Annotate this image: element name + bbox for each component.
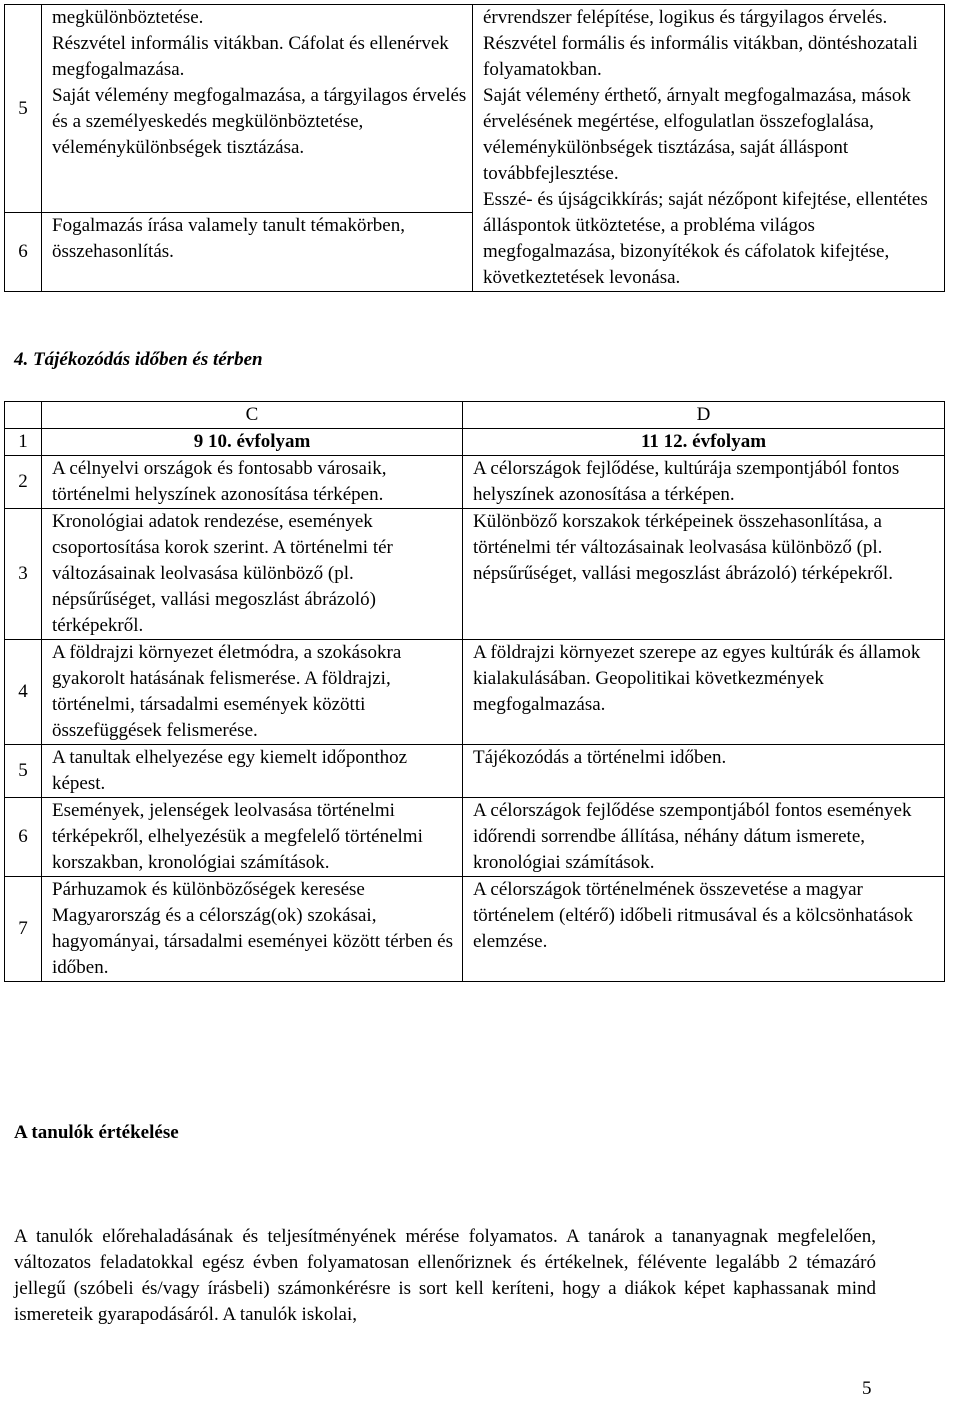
cell-grade-c: [42, 213, 473, 292]
cell-grade-c: [42, 5, 473, 213]
cell-text: Saját vélemény érthető, árnyalt megfogalmazása, mások érvelésének megértése, elfogulatlan összefoglalása, véleménykülönbségek tisztázása, saját álláspont továbbfejlesztése.: [483, 85, 911, 184]
row-number: 1: [5, 429, 42, 456]
cell-text: Esszé- és újságcikkírás; saját nézőpont kifejtése, ellentétes álláspontok ütköztetése, a probléma világos megfogalmazása, bizonyítékok és cáfolatok kifejtése, következtetések levonása.: [483, 189, 928, 288]
table-row: [5, 640, 945, 745]
cell-grade-c: Kronológiai adatok rendezése, események csoportosítása korok szerint. A történelmi tér változásainak leolvasása különböző (pl. népsűrűséget, vallási megoszlást ábrázoló) térképekről.: [42, 509, 463, 640]
cell-grade-d: A célországok történelmének összevetése a magyar történelem (eltérő) időbeli ritmusával és a kölcsönhatások elemzése.: [463, 877, 945, 982]
row-number: 5: [5, 5, 42, 213]
table-row: [5, 509, 945, 640]
cell-grade-c: Párhuzamok és különbözőségek keresése Magyarország és a célország(ok) szokásai, hagyományai, társadalmi eseményei között térben és időben.: [42, 877, 463, 982]
cell-grade-c: A földrajzi környezet életmódra, a szokásokra gyakorolt hatásának felismerése. A földrajzi, történelmi, társadalmi események közötti összefüggések felismerése.: [42, 640, 463, 745]
column-header-row: [5, 402, 945, 429]
cell-grade-c: A célnyelvi országok és fontosabb városaik, történelmi helyszínek azonosítása térképen.: [42, 456, 463, 509]
cell-grade-d: Tájékozódás a történelmi időben.: [463, 745, 945, 798]
cell-grade-d: A célországok fejlődése szempontjából fontos események időrendi sorrendbe állítása, néhány dátum ismerete, kronológiai számítások.: [463, 798, 945, 877]
row-number: 4: [5, 640, 42, 745]
corner-cell: [5, 402, 42, 429]
column-header-c: C: [42, 402, 463, 429]
cell-grade-d: A célországok fejlődése, kultúrája szempontjából fontos helyszínek azonosítása a térképen.: [463, 456, 945, 509]
row-number: 6: [5, 798, 42, 877]
table-row: [5, 745, 945, 798]
cell-text: érvrendszer felépítése, logikus és tárgyilagos érvelés. Részvétel formális és informális vitákban, döntéshozatali folyamatokban.: [483, 7, 918, 80]
column-header-d: D: [463, 402, 945, 429]
row-number: 3: [5, 509, 42, 640]
page-number: 5: [862, 1378, 872, 1399]
orientation-table: [4, 401, 945, 982]
cell-text: megkülönböztetése.: [52, 7, 204, 28]
cell-grade-d: A földrajzi környezet szerepe az egyes kultúrák és államok kialakulásában. Geopolitikai következmények megfogalmazása.: [463, 640, 945, 745]
assessment-paragraph: A tanulók előrehaladásának és teljesítményének mérése folyamatos. A tanárok a tananyagnak megfelelően, változatos feladatokkal egész évben folyamatosan ellenőriznek és értékelnek, félévente legalább 2 témazáró jellegű (szóbeli és/vagy írásbeli) számonkérésre is sort kell keríteni, hogy a diákok képet kaphassanak mind ismereteik gyarapodásáról. A tanulók iskolai,: [14, 1226, 876, 1325]
row-number: 6: [5, 213, 42, 292]
grade-header-row: [5, 429, 945, 456]
table-row: [5, 798, 945, 877]
assessment-title: A tanulók értékelése: [14, 1122, 179, 1143]
cell-text: Részvétel informális vitákban. Cáfolat és ellenérvek megfogalmazása.: [52, 33, 449, 80]
cell-grade-d: Különböző korszakok térképeinek összehasonlítása, a történelmi tér változásainak leolvasása különböző (pl. népsűrűséget, vallási megoszlást ábrázoló) térképekről.: [463, 509, 945, 640]
cell-grade-d: [473, 5, 945, 292]
cell-text: Saját vélemény megfogalmazása, a tárgyilagos érvelés és a személyeskedés megkülönböztetése, véleménykülönbségek tisztázása.: [52, 85, 467, 158]
table-row: [5, 5, 945, 213]
table-row: [5, 456, 945, 509]
cell-grade-c: Események, jelenségek leolvasása történelmi térképekről, elhelyezésük a megfelelő történelmi korszakban, kronológiai számítások.: [42, 798, 463, 877]
cell-grade-c: A tanultak elhelyezése egy kiemelt időponthoz képest.: [42, 745, 463, 798]
row-number: 7: [5, 877, 42, 982]
table-row: [5, 877, 945, 982]
grade-label-d: 11 12. évfolyam: [463, 429, 945, 456]
row-number: 2: [5, 456, 42, 509]
row-number: 5: [5, 745, 42, 798]
grade-label-c: 9 10. évfolyam: [42, 429, 463, 456]
cell-text: Fogalmazás írása valamely tanult témakörben, összehasonlítás.: [52, 215, 405, 262]
competency-table-continued: [4, 4, 945, 292]
section-title: 4. Tájékozódás időben és térben: [14, 349, 263, 370]
